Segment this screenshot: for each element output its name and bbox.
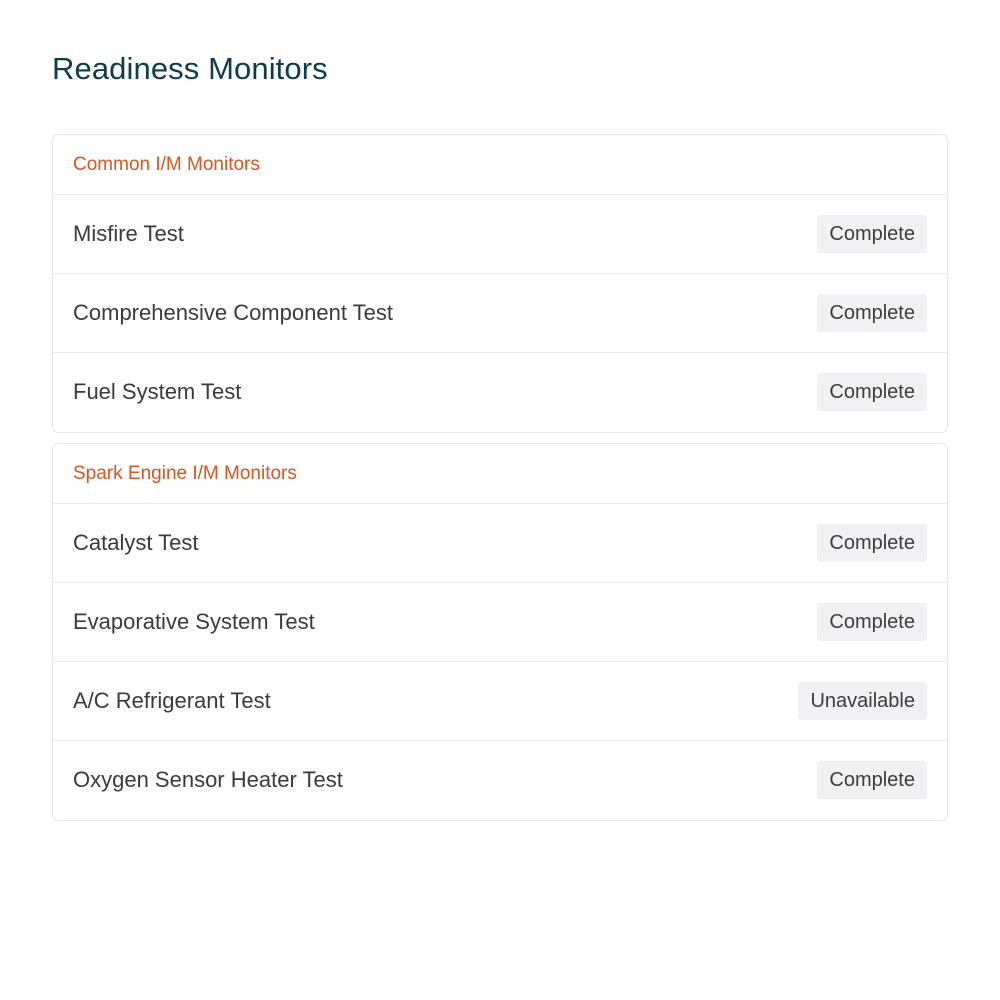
table-row[interactable] — [53, 662, 947, 741]
card-spark-engine-im-monitors — [52, 443, 948, 821]
table-row[interactable] — [53, 353, 947, 432]
table-row[interactable] — [53, 741, 947, 820]
monitor-name: Catalyst Test — [73, 529, 199, 555]
status-badge: Complete — [817, 524, 927, 562]
card-header-common-im-monitors: Common I/M Monitors — [53, 135, 947, 195]
status-badge: Complete — [817, 294, 927, 332]
status-badge: Complete — [817, 373, 927, 411]
monitor-name: Misfire Test — [73, 220, 184, 246]
table-row[interactable] — [53, 583, 947, 662]
monitor-name: A/C Refrigerant Test — [73, 687, 271, 713]
page-title: Readiness Monitors — [52, 51, 328, 86]
status-badge: Complete — [817, 603, 927, 641]
table-row[interactable] — [53, 195, 947, 274]
status-badge: Unavailable — [798, 682, 927, 720]
card-header-spark-engine-im-monitors: Spark Engine I/M Monitors — [53, 444, 947, 504]
monitor-name: Comprehensive Component Test — [73, 299, 393, 325]
monitor-name: Fuel System Test — [73, 379, 242, 405]
table-row[interactable] — [53, 504, 947, 583]
monitor-name: Oxygen Sensor Heater Test — [73, 767, 343, 793]
status-badge: Complete — [817, 215, 927, 253]
card-common-im-monitors — [52, 134, 948, 433]
monitor-name: Evaporative System Test — [73, 608, 315, 634]
status-badge: Complete — [817, 761, 927, 799]
table-row[interactable] — [53, 274, 947, 353]
